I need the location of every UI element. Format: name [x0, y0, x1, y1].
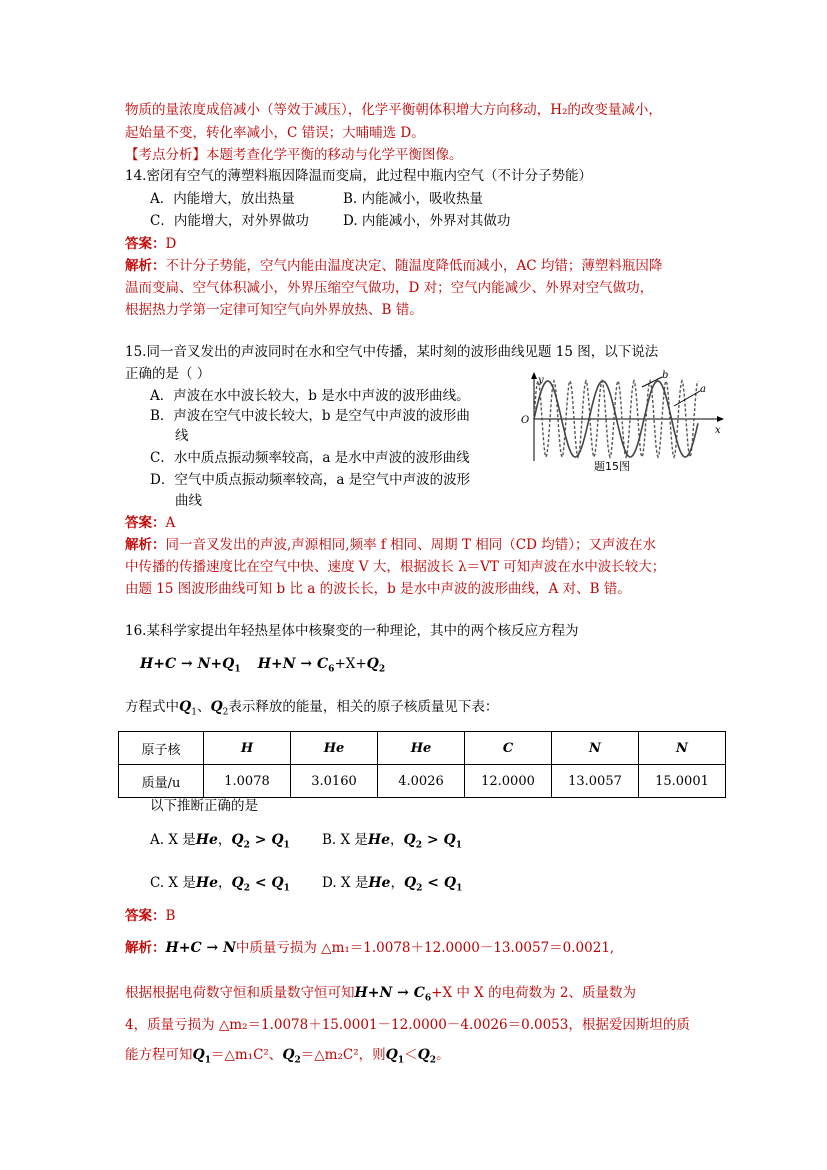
q14-option-a: A．内能增大，放出热量: [150, 191, 295, 207]
table-col-n15: N: [639, 732, 726, 765]
q16-option-a: A. X 是He，$Q_2 > Q_1$: [150, 832, 290, 851]
q16-eq-desc: 方程式中$Q_1$、$Q_2$表示释放的能量，相关的原子核质量见下表：: [125, 699, 499, 718]
fig-caption: 题15图: [594, 460, 630, 473]
q16-explain-2: 根据根据电荷数守恒和质量数守恒可知$H+N \to C_6+X$ 中 X 的电荷数为 2、质量数为: [125, 985, 636, 1004]
q14-explain-2: 温而变扁、空气体积减小，外界压缩空气做功，D 对；空气内能减少、外界对空气做功，: [125, 280, 654, 296]
answer-value: B: [165, 908, 176, 924]
answer-label: 答案：: [125, 515, 166, 531]
explain-4-mid3: ＜: [404, 1047, 418, 1063]
eq-plus-x: +X+: [334, 656, 367, 672]
table-col-h1: H: [204, 732, 291, 765]
explain-label: 解析：: [125, 537, 166, 553]
eq-desc-sep: 、: [196, 699, 211, 715]
option-b-text: B. X 是: [322, 832, 368, 848]
fig-y-label: y: [538, 375, 544, 386]
table-cell: 3.0160: [291, 765, 378, 798]
q16-explain-4: 能方程可知$Q_1=\triangle m_1C^2$、$Q_2=\triangle m_2C^2$，则$Q_1<Q_2$。: [125, 1047, 450, 1066]
q15-option-b-2: 线: [175, 428, 189, 444]
fig-a-label: a: [700, 384, 706, 395]
nuclide-1-1-h-2: H: [257, 656, 272, 672]
q14-explain-1: [125, 256, 662, 276]
y-axis-arrow: [531, 372, 537, 379]
explain-4-end: 。: [436, 1047, 450, 1063]
fig-origin-label: O: [521, 415, 530, 426]
table-col-n13: N: [552, 732, 639, 765]
q15-option-c: C．水中质点振动频率较高，a 是水中声波的波形曲线: [150, 450, 470, 466]
q15-option-a: A．声波在水中波长较大，b 是水中声波的波形曲线。: [150, 388, 470, 404]
q15-stem-1: 15.同一音叉发出的声波同时在水和空气中传播，某时刻的波形曲线见题 15 图，以下说法: [125, 344, 659, 360]
explain-text: 不计分子势能，空气内能由温度决定、随温度降低而减小，AC 均错；薄塑料瓶因降: [165, 258, 663, 274]
explain-4-pre: 能方程可知: [125, 1047, 193, 1063]
option-c-text: C. X 是: [150, 875, 196, 891]
nuclide-mass-table: [118, 731, 726, 798]
q16-explain-3: 4，质量亏损为 △m₂＝1.0078＋15.0001－12.0000－4.0026＝0.0053，根据爱因斯坦的质: [125, 1017, 690, 1033]
q14-option-d: D. 内能减小，外界对其做功: [343, 213, 511, 229]
q15-option-d-2: 曲线: [175, 493, 202, 509]
q16-prompt: 以下推断正确的是: [150, 798, 258, 814]
answer-label: 答案：: [125, 236, 166, 252]
q15-explain-2: 中传播的传播速度比在空气中快、速度 V 大，根据波长 λ＝VT 可知声波在水中波长较大；: [125, 559, 666, 575]
fig-x-label: x: [715, 425, 721, 436]
table-cell: 13.0057: [552, 765, 639, 798]
prev-analysis: 【考点分析】本题考查化学平衡的移动与化学平衡图像。: [125, 147, 463, 163]
q16-equations: $H+C \to N+Q_1$ $H+N \to C_6+X+Q_2$: [140, 656, 386, 675]
x-axis-arrow: [717, 416, 724, 422]
q16-option-c: C. X 是He，$Q_2 < Q_1$: [150, 875, 290, 894]
q14-option-b: B. 内能减小，吸收热量: [343, 191, 484, 207]
eq-desc-pre: 方程式中: [125, 699, 179, 715]
q16-answer: [125, 906, 175, 926]
q14-stem: 14.密闭有空气的薄塑料瓶因降温而变扁，此过程中瓶内空气（不计分子势能）: [125, 168, 592, 184]
nuclide-13-7-n: N: [197, 656, 211, 672]
nuclide-12-6-c: C: [164, 656, 177, 672]
nuclide-1-1-h: H: [140, 656, 154, 672]
q15-wave-figure: [512, 369, 727, 479]
table-cell: 4.0026: [378, 765, 465, 798]
table-col-c12: C: [465, 732, 552, 765]
q15-explain-1: [125, 535, 656, 555]
table-col-he4: He: [378, 732, 465, 765]
answer-value: D: [165, 236, 177, 252]
table-cell: 12.0000: [465, 765, 552, 798]
q16-stem: 16.某科学家提出年轻热星体中核聚变的一种理论，其中的两个核反应方程为: [125, 623, 579, 639]
fig-b-label: b: [662, 370, 669, 381]
eq-desc-post: 表示释放的能量，相关的原子核质量见下表：: [228, 699, 499, 715]
explain-4-mid2: ＝△m₂C²，则: [300, 1047, 386, 1063]
q14-answer: [125, 234, 176, 254]
table-cell: 15.0001: [639, 765, 726, 798]
q16-explain-1: 解析：H+C → N中质量亏损为 △m₁＝1.0078＋12.0000－13.0057＝0.0021,: [125, 940, 615, 956]
table-col-he3: He: [291, 732, 378, 765]
table-header-label: 原子核: [119, 732, 204, 765]
q14-explain-3: 根据热力学第一定律可知空气向外界放热、B 错。: [125, 302, 423, 318]
answer-value: A: [165, 515, 176, 531]
table-cell: 1.0078: [204, 765, 291, 798]
q15-explain-3: 由题 15 图波形曲线可知 b 比 a 的波长长，b 是水中声波的波形曲线，A 对、B 错。: [125, 581, 631, 597]
q16-option-d: D. X 是He，$Q_2 < Q_1$: [322, 875, 463, 894]
explain-text: 同一音叉发出的声波,声源相同,频率 f 相同、周期 T 相同（CD 均错）；又声波在水: [165, 537, 656, 553]
explain-4-mid1: ＝△m₁C²、: [210, 1047, 283, 1063]
explain-2-post: +X 中 X 的电荷数为 2、质量数为: [431, 985, 636, 1001]
q16-option-b: B. X 是He，$Q_2 > Q_1$: [322, 832, 462, 851]
table-row-label: 质量/u: [119, 765, 204, 798]
explain-text: 中质量亏损为 △m₁＝1.0078＋12.0000－13.0057＝0.0021,: [235, 940, 615, 956]
q15-option-b-1: B．声波在空气中波长较大，b 是空气中声波的波形曲: [150, 408, 470, 424]
nuclide-15-7-n: N: [282, 656, 296, 672]
q15-answer: [125, 513, 175, 533]
explain-label: 解析：: [125, 940, 166, 956]
prev-line-1: 物质的量浓度成倍减小（等效于减压），化学平衡朝体积增大方向移动，H₂的改变量减小，: [125, 102, 662, 118]
prev-line-2: 起始量不变，转化率减小，C 错误；大晡晡选 D。: [125, 125, 425, 141]
explain-2-pre: 根据根据电荷数守恒和质量数守恒可知: [125, 985, 355, 1001]
q15-option-d-1: D．空气中质点振动频率较高，a 是空气中声波的波形: [150, 472, 471, 488]
option-a-text: A. X 是: [150, 832, 196, 848]
answer-label: 答案：: [125, 908, 166, 924]
q14-option-c: C．内能增大，对外界做功: [150, 213, 309, 229]
explain-label: 解析：: [125, 258, 166, 274]
option-d-text: D. X 是: [322, 875, 369, 891]
q15-stem-2: 正确的是（ ）: [125, 366, 211, 382]
